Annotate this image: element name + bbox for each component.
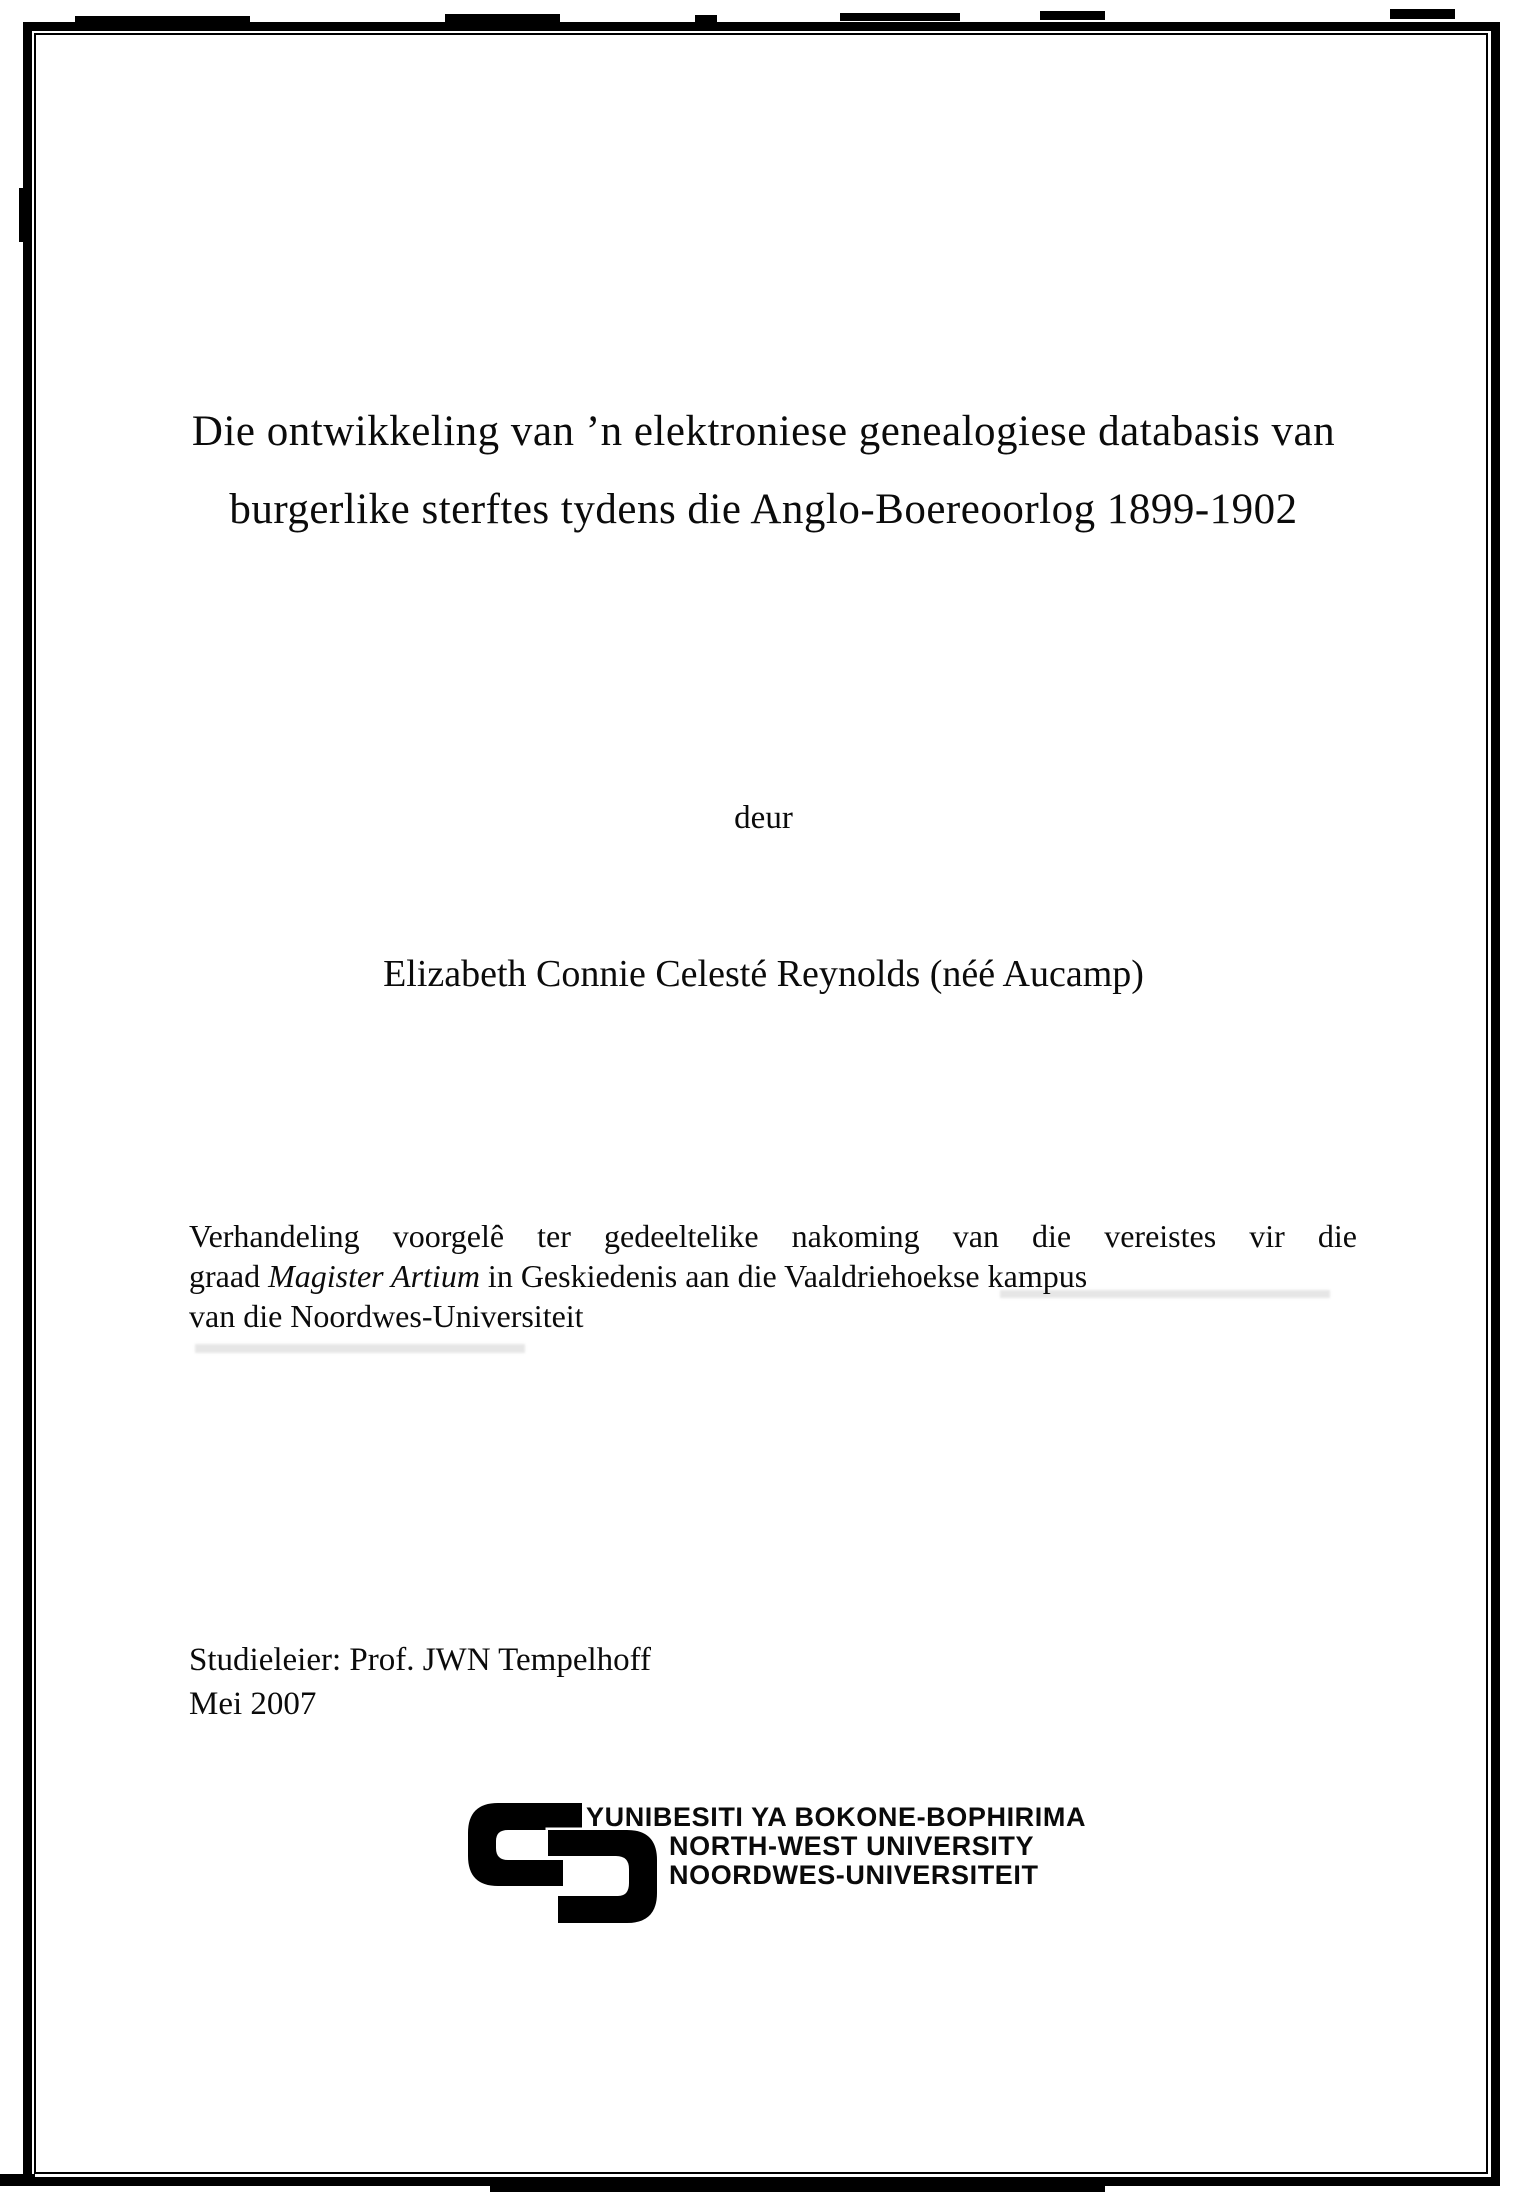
degree-statement xyxy=(189,1216,1357,1336)
thesis-title-line1: Die ontwikkeling van ’n elektroniese genealogiese databasis van xyxy=(191,408,1336,455)
thesis-title xyxy=(120,393,1407,549)
logo-text-afrikaans: NOORDWES-UNIVERSITEIT xyxy=(669,1860,1039,1890)
logo-text-setswana: YUNIBESITI YA BOKONE-BOPHIRIMA xyxy=(586,1802,1087,1832)
scan-artifact xyxy=(445,14,560,22)
thesis-title-line2: burgerlike sterftes tydens die Anglo-Boereoorlog 1899-1902 xyxy=(229,486,1298,533)
degree-statement-line1: Verhandeling voorgelê ter gedeeltelike nakoming van die vereistes vir die xyxy=(189,1218,1357,1254)
scan-artifact xyxy=(1390,9,1455,19)
degree-statement-line2 xyxy=(189,1256,1357,1296)
scan-artifact xyxy=(840,13,960,21)
supervisor-block xyxy=(189,1638,651,1726)
date-line: Mei 2007 xyxy=(189,1686,317,1722)
scan-artifact xyxy=(695,15,717,22)
degree-statement-line3: van die Noordwes-Universiteit xyxy=(189,1298,584,1334)
degree-statement-line2-prefix: graad xyxy=(189,1258,269,1294)
scan-artifact xyxy=(1040,11,1105,20)
degree-name: Magister Artium xyxy=(268,1258,480,1294)
author-name: Elizabeth Connie Celesté Reynolds (néé Aucamp) xyxy=(383,953,1144,995)
supervisor-line: Studieleier: Prof. JWN Tempelhoff xyxy=(189,1642,652,1678)
degree-statement-line2-suffix: in Geskiedenis aan die Vaaldriehoekse kampus xyxy=(479,1258,1088,1294)
byline: deur xyxy=(734,800,793,836)
logo-text-english: NORTH-WEST UNIVERSITY xyxy=(669,1831,1035,1861)
